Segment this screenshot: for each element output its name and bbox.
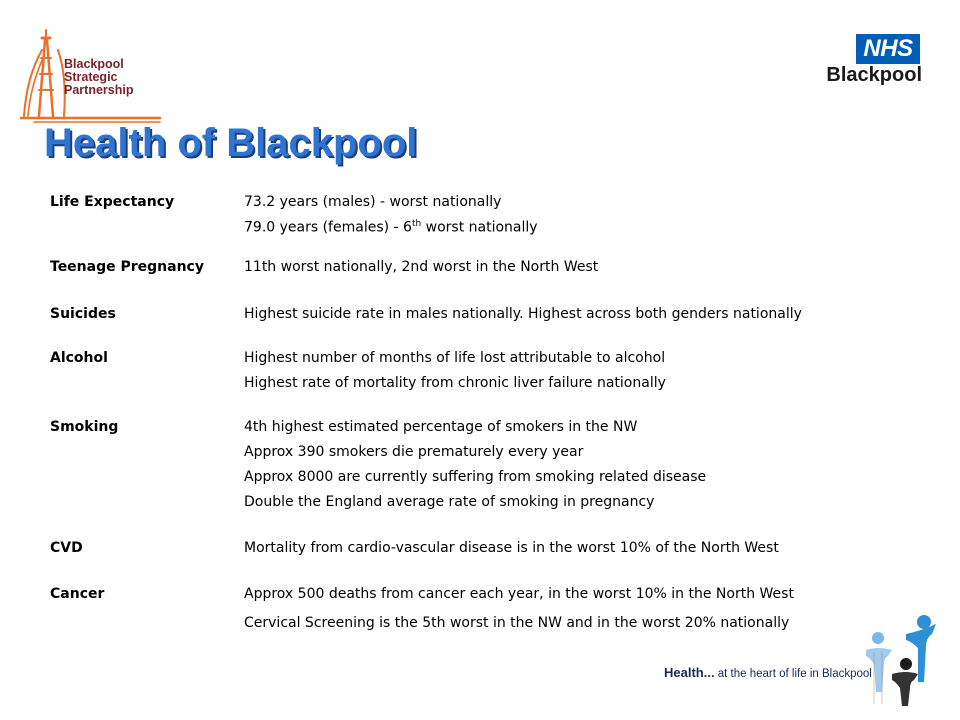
footer-tagline-strong: Health... — [664, 665, 715, 680]
row-line: Double the England average rate of smoking in pregnancy — [244, 494, 655, 510]
row-line-part: worst nationally — [421, 219, 538, 236]
row-line: Highest number of months of life lost attributable to alcohol — [244, 350, 666, 366]
page-title: Health of Blackpool — [44, 121, 418, 165]
partnership-logo-text — [64, 58, 133, 97]
people-figures-icon — [862, 612, 938, 708]
row-line: Highest suicide rate in males nationally. Highest across both genders nationally — [244, 306, 802, 322]
row-label-cvd: CVD — [50, 540, 83, 556]
footer-tagline-rest: at the heart of life in Blackpool — [714, 668, 872, 680]
row-label-smoking: Smoking — [50, 419, 119, 435]
row-line: Mortality from cardio-vascular disease is in the worst 10% of the North West — [244, 540, 779, 556]
row-line: Highest rate of mortality from chronic liver failure nationally — [244, 375, 666, 391]
row-line-part: 79.0 years (females) - 6 — [244, 219, 412, 236]
partnership-logo-line: Blackpool — [64, 57, 124, 71]
row-label-alcohol: Alcohol — [50, 350, 108, 366]
partnership-logo-line: Partnership — [64, 83, 134, 97]
row-line: 11th worst nationally, 2nd worst in the North West — [244, 259, 599, 275]
row-line: 73.2 years (males) - worst nationally — [244, 194, 502, 210]
row-line: Approx 500 deaths from cancer each year, in the worst 10% in the North West — [244, 586, 794, 602]
ordinal-suffix: th — [411, 219, 422, 229]
nhs-logo-name: Blackpool — [826, 64, 922, 86]
row-line — [244, 219, 538, 236]
row-line: 4th highest estimated percentage of smokers in the NW — [244, 419, 638, 435]
row-label-teenage-pregnancy: Teenage Pregnancy — [50, 259, 204, 275]
row-label-cancer: Cancer — [50, 586, 105, 602]
partnership-logo-line: Strategic — [64, 70, 118, 84]
row-label-suicides: Suicides — [50, 306, 116, 322]
footer-tagline — [664, 665, 872, 680]
row-line: Cervical Screening is the 5th worst in the NW and in the worst 20% nationally — [244, 615, 790, 631]
row-line: Approx 8000 are currently suffering from smoking related disease — [244, 469, 707, 485]
row-line: Approx 390 smokers die prematurely every year — [244, 444, 584, 460]
row-label-life-expectancy: Life Expectancy — [50, 194, 175, 210]
nhs-logo-mark: NHS — [856, 34, 920, 64]
